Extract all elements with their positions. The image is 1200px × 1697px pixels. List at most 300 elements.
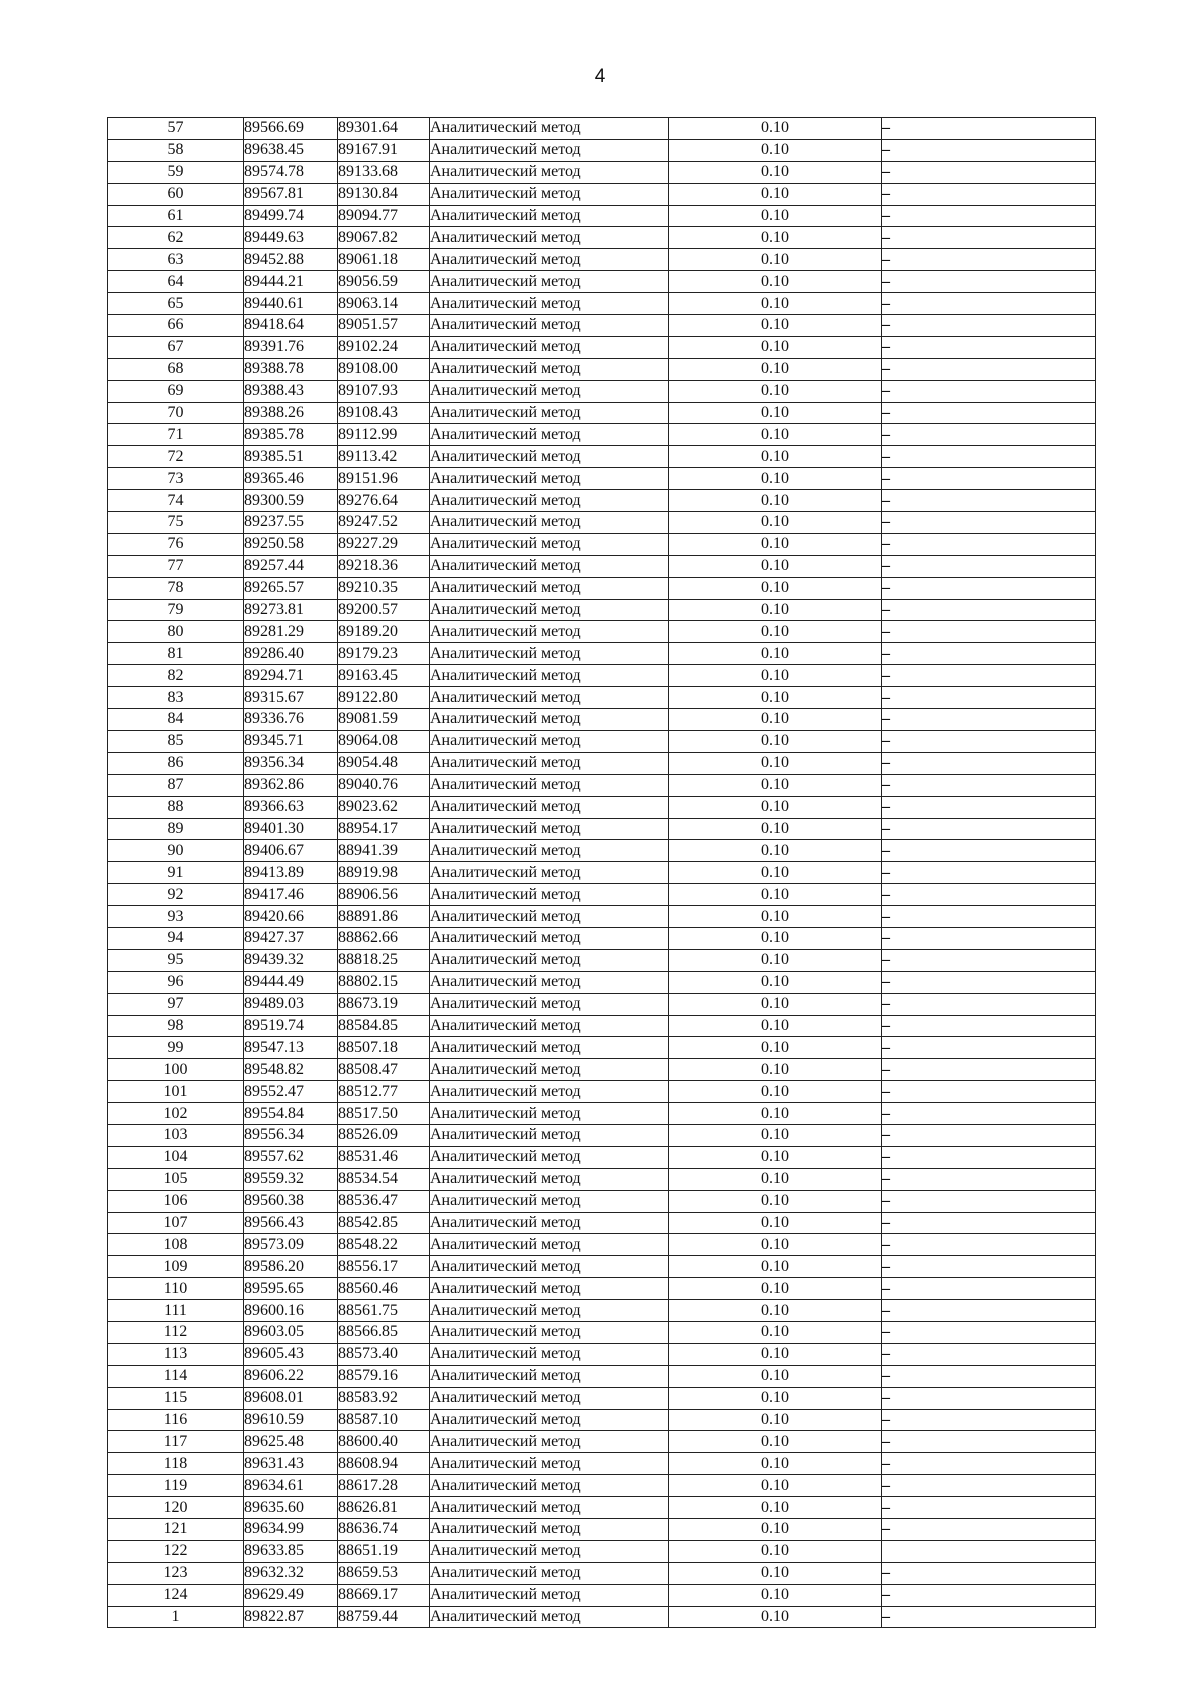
dash-cell: – <box>882 1409 1096 1431</box>
y-coordinate-cell: 89200.57 <box>338 599 430 621</box>
method-cell: Аналитический метод <box>430 818 669 840</box>
method-cell: Аналитический метод <box>430 1234 669 1256</box>
accuracy-cell: 0.10 <box>669 358 882 380</box>
accuracy-cell: 0.10 <box>669 971 882 993</box>
y-coordinate-cell: 89227.29 <box>338 533 430 555</box>
accuracy-cell: 0.10 <box>669 884 882 906</box>
accuracy-cell: 0.10 <box>669 1343 882 1365</box>
y-coordinate-cell: 88906.56 <box>338 884 430 906</box>
method-cell: Аналитический метод <box>430 139 669 161</box>
point-number-cell: 104 <box>108 1146 244 1168</box>
method-cell: Аналитический метод <box>430 1015 669 1037</box>
x-coordinate-cell: 89606.22 <box>244 1365 338 1387</box>
y-coordinate-cell: 88891.86 <box>338 906 430 928</box>
point-number-cell: 107 <box>108 1212 244 1234</box>
accuracy-cell: 0.10 <box>669 183 882 205</box>
method-cell: Аналитический метод <box>430 1146 669 1168</box>
accuracy-cell: 0.10 <box>669 1540 882 1562</box>
dash-cell: – <box>882 818 1096 840</box>
accuracy-cell: 0.10 <box>669 1431 882 1453</box>
method-cell: Аналитический метод <box>430 1103 669 1125</box>
method-cell: Аналитический метод <box>430 1409 669 1431</box>
x-coordinate-cell: 89605.43 <box>244 1343 338 1365</box>
point-number-cell: 1 <box>108 1606 244 1628</box>
dash-cell: – <box>882 884 1096 906</box>
accuracy-cell: 0.10 <box>669 227 882 249</box>
x-coordinate-cell: 89559.32 <box>244 1168 338 1190</box>
y-coordinate-cell: 88508.47 <box>338 1059 430 1081</box>
dash-cell: – <box>882 293 1096 315</box>
method-cell: Аналитический метод <box>430 1081 669 1103</box>
x-coordinate-cell: 89294.71 <box>244 665 338 687</box>
dash-cell: – <box>882 183 1096 205</box>
table-row <box>108 1540 1096 1562</box>
table-row <box>108 949 1096 971</box>
accuracy-cell: 0.10 <box>669 1015 882 1037</box>
table-row <box>108 1037 1096 1059</box>
dash-cell: – <box>882 687 1096 709</box>
x-coordinate-cell: 89388.78 <box>244 358 338 380</box>
table-row <box>108 993 1096 1015</box>
method-cell: Аналитический метод <box>430 1453 669 1475</box>
accuracy-cell: 0.10 <box>669 1497 882 1519</box>
x-coordinate-cell: 89610.59 <box>244 1409 338 1431</box>
y-coordinate-cell: 88802.15 <box>338 971 430 993</box>
point-number-cell: 80 <box>108 621 244 643</box>
method-cell: Аналитический метод <box>430 862 669 884</box>
table-row <box>108 533 1096 555</box>
method-cell: Аналитический метод <box>430 971 669 993</box>
table-row <box>108 1321 1096 1343</box>
y-coordinate-cell: 88517.50 <box>338 1103 430 1125</box>
method-cell: Аналитический метод <box>430 227 669 249</box>
table-row <box>108 183 1096 205</box>
dash-cell <box>882 1540 1096 1562</box>
dash-cell: – <box>882 927 1096 949</box>
y-coordinate-cell: 88919.98 <box>338 862 430 884</box>
table-row <box>108 927 1096 949</box>
dash-cell: – <box>882 1081 1096 1103</box>
accuracy-cell: 0.10 <box>669 906 882 928</box>
table-row <box>108 293 1096 315</box>
accuracy-cell: 0.10 <box>669 1124 882 1146</box>
dash-cell: – <box>882 446 1096 468</box>
point-number-cell: 59 <box>108 161 244 183</box>
accuracy-cell: 0.10 <box>669 752 882 774</box>
y-coordinate-cell: 89094.77 <box>338 205 430 227</box>
point-number-cell: 61 <box>108 205 244 227</box>
accuracy-cell: 0.10 <box>669 446 882 468</box>
x-coordinate-cell: 89600.16 <box>244 1300 338 1322</box>
x-coordinate-cell: 89822.87 <box>244 1606 338 1628</box>
method-cell: Аналитический метод <box>430 424 669 446</box>
y-coordinate-cell: 89067.82 <box>338 227 430 249</box>
x-coordinate-cell: 89574.78 <box>244 161 338 183</box>
table-row <box>108 446 1096 468</box>
x-coordinate-cell: 89625.48 <box>244 1431 338 1453</box>
accuracy-cell: 0.10 <box>669 862 882 884</box>
x-coordinate-cell: 89265.57 <box>244 577 338 599</box>
method-cell: Аналитический метод <box>430 1562 669 1584</box>
accuracy-cell: 0.10 <box>669 271 882 293</box>
dash-cell: – <box>882 577 1096 599</box>
method-cell: Аналитический метод <box>430 599 669 621</box>
table-row <box>108 1475 1096 1497</box>
point-number-cell: 99 <box>108 1037 244 1059</box>
method-cell: Аналитический метод <box>430 993 669 1015</box>
table-row <box>108 709 1096 731</box>
y-coordinate-cell: 88507.18 <box>338 1037 430 1059</box>
x-coordinate-cell: 89595.65 <box>244 1278 338 1300</box>
y-coordinate-cell: 88579.16 <box>338 1365 430 1387</box>
y-coordinate-cell: 89108.00 <box>338 358 430 380</box>
point-number-cell: 84 <box>108 709 244 731</box>
accuracy-cell: 0.10 <box>669 949 882 971</box>
accuracy-cell: 0.10 <box>669 512 882 534</box>
dash-cell: – <box>882 424 1096 446</box>
y-coordinate-cell: 88862.66 <box>338 927 430 949</box>
point-number-cell: 70 <box>108 402 244 424</box>
y-coordinate-cell: 89056.59 <box>338 271 430 293</box>
table-row <box>108 1234 1096 1256</box>
dash-cell: – <box>882 774 1096 796</box>
point-number-cell: 87 <box>108 774 244 796</box>
dash-cell: – <box>882 490 1096 512</box>
table-row <box>108 971 1096 993</box>
table-row <box>108 1124 1096 1146</box>
method-cell: Аналитический метод <box>430 906 669 928</box>
dash-cell: – <box>882 752 1096 774</box>
x-coordinate-cell: 89366.63 <box>244 796 338 818</box>
table-row <box>108 1190 1096 1212</box>
dash-cell: – <box>882 139 1096 161</box>
x-coordinate-cell: 89519.74 <box>244 1015 338 1037</box>
x-coordinate-cell: 89440.61 <box>244 293 338 315</box>
table-row <box>108 205 1096 227</box>
accuracy-cell: 0.10 <box>669 555 882 577</box>
y-coordinate-cell: 89112.99 <box>338 424 430 446</box>
accuracy-cell: 0.10 <box>669 490 882 512</box>
point-number-cell: 96 <box>108 971 244 993</box>
table-row <box>108 1606 1096 1628</box>
point-number-cell: 72 <box>108 446 244 468</box>
method-cell: Аналитический метод <box>430 402 669 424</box>
point-number-cell: 78 <box>108 577 244 599</box>
y-coordinate-cell: 89218.36 <box>338 555 430 577</box>
x-coordinate-cell: 89560.38 <box>244 1190 338 1212</box>
accuracy-cell: 0.10 <box>669 1256 882 1278</box>
table-row <box>108 1519 1096 1541</box>
x-coordinate-cell: 89439.32 <box>244 949 338 971</box>
point-number-cell: 94 <box>108 927 244 949</box>
x-coordinate-cell: 89566.69 <box>244 118 338 140</box>
method-cell: Аналитический метод <box>430 752 669 774</box>
method-cell: Аналитический метод <box>430 118 669 140</box>
method-cell: Аналитический метод <box>430 1475 669 1497</box>
accuracy-cell: 0.10 <box>669 293 882 315</box>
accuracy-cell: 0.10 <box>669 1212 882 1234</box>
method-cell: Аналитический метод <box>430 249 669 271</box>
accuracy-cell: 0.10 <box>669 1409 882 1431</box>
y-coordinate-cell: 89081.59 <box>338 709 430 731</box>
accuracy-cell: 0.10 <box>669 533 882 555</box>
point-number-cell: 111 <box>108 1300 244 1322</box>
page-number: 4 <box>594 66 606 87</box>
dash-cell: – <box>882 1146 1096 1168</box>
table-row <box>108 862 1096 884</box>
x-coordinate-cell: 89420.66 <box>244 906 338 928</box>
table-row <box>108 884 1096 906</box>
point-number-cell: 69 <box>108 380 244 402</box>
y-coordinate-cell: 89210.35 <box>338 577 430 599</box>
x-coordinate-cell: 89336.76 <box>244 709 338 731</box>
accuracy-cell: 0.10 <box>669 402 882 424</box>
accuracy-cell: 0.10 <box>669 621 882 643</box>
x-coordinate-cell: 89406.67 <box>244 840 338 862</box>
point-number-cell: 113 <box>108 1343 244 1365</box>
dash-cell: – <box>882 161 1096 183</box>
dash-cell: – <box>882 621 1096 643</box>
dash-cell: – <box>882 336 1096 358</box>
point-number-cell: 115 <box>108 1387 244 1409</box>
x-coordinate-cell: 89634.61 <box>244 1475 338 1497</box>
method-cell: Аналитический метод <box>430 884 669 906</box>
table-row <box>108 906 1096 928</box>
coordinates-table <box>107 117 1096 1628</box>
accuracy-cell: 0.10 <box>669 993 882 1015</box>
accuracy-cell: 0.10 <box>669 1475 882 1497</box>
accuracy-cell: 0.10 <box>669 1059 882 1081</box>
x-coordinate-cell: 89449.63 <box>244 227 338 249</box>
accuracy-cell: 0.10 <box>669 730 882 752</box>
x-coordinate-cell: 89608.01 <box>244 1387 338 1409</box>
table-row <box>108 468 1096 490</box>
table-row <box>108 1212 1096 1234</box>
accuracy-cell: 0.10 <box>669 468 882 490</box>
accuracy-cell: 0.10 <box>669 796 882 818</box>
x-coordinate-cell: 89388.26 <box>244 402 338 424</box>
point-number-cell: 124 <box>108 1584 244 1606</box>
accuracy-cell: 0.10 <box>669 1146 882 1168</box>
method-cell: Аналитический метод <box>430 949 669 971</box>
method-cell: Аналитический метод <box>430 774 669 796</box>
y-coordinate-cell: 88573.40 <box>338 1343 430 1365</box>
table-row <box>108 118 1096 140</box>
method-cell: Аналитический метод <box>430 1059 669 1081</box>
accuracy-cell: 0.10 <box>669 205 882 227</box>
table-row <box>108 1387 1096 1409</box>
y-coordinate-cell: 88583.92 <box>338 1387 430 1409</box>
point-number-cell: 118 <box>108 1453 244 1475</box>
accuracy-cell: 0.10 <box>669 1168 882 1190</box>
method-cell: Аналитический метод <box>430 468 669 490</box>
method-cell: Аналитический метод <box>430 1497 669 1519</box>
accuracy-cell: 0.10 <box>669 380 882 402</box>
method-cell: Аналитический метод <box>430 380 669 402</box>
method-cell: Аналитический метод <box>430 336 669 358</box>
method-cell: Аналитический метод <box>430 1431 669 1453</box>
accuracy-cell: 0.10 <box>669 1037 882 1059</box>
method-cell: Аналитический метод <box>430 643 669 665</box>
table-row <box>108 840 1096 862</box>
table-row <box>108 1343 1096 1365</box>
accuracy-cell: 0.10 <box>669 1234 882 1256</box>
point-number-cell: 114 <box>108 1365 244 1387</box>
accuracy-cell: 0.10 <box>669 1584 882 1606</box>
point-number-cell: 86 <box>108 752 244 774</box>
x-coordinate-cell: 89603.05 <box>244 1321 338 1343</box>
method-cell: Аналитический метод <box>430 293 669 315</box>
y-coordinate-cell: 88626.81 <box>338 1497 430 1519</box>
method-cell: Аналитический метод <box>430 730 669 752</box>
dash-cell: – <box>882 1168 1096 1190</box>
dash-cell: – <box>882 1343 1096 1365</box>
dash-cell: – <box>882 906 1096 928</box>
y-coordinate-cell: 88818.25 <box>338 949 430 971</box>
method-cell: Аналитический метод <box>430 315 669 337</box>
y-coordinate-cell: 88673.19 <box>338 993 430 1015</box>
x-coordinate-cell: 89631.43 <box>244 1453 338 1475</box>
x-coordinate-cell: 89638.45 <box>244 139 338 161</box>
method-cell: Аналитический метод <box>430 1343 669 1365</box>
point-number-cell: 79 <box>108 599 244 621</box>
method-cell: Аналитический метод <box>430 358 669 380</box>
y-coordinate-cell: 89167.91 <box>338 139 430 161</box>
method-cell: Аналитический метод <box>430 1584 669 1606</box>
dash-cell: – <box>882 1234 1096 1256</box>
accuracy-cell: 0.10 <box>669 1365 882 1387</box>
accuracy-cell: 0.10 <box>669 774 882 796</box>
table-row <box>108 402 1096 424</box>
accuracy-cell: 0.10 <box>669 118 882 140</box>
dash-cell: – <box>882 1365 1096 1387</box>
dash-cell: – <box>882 1584 1096 1606</box>
point-number-cell: 58 <box>108 139 244 161</box>
x-coordinate-cell: 89573.09 <box>244 1234 338 1256</box>
point-number-cell: 65 <box>108 293 244 315</box>
accuracy-cell: 0.10 <box>669 1321 882 1343</box>
accuracy-cell: 0.10 <box>669 1278 882 1300</box>
table-row <box>108 1584 1096 1606</box>
accuracy-cell: 0.10 <box>669 1190 882 1212</box>
y-coordinate-cell: 89247.52 <box>338 512 430 534</box>
accuracy-cell: 0.10 <box>669 1519 882 1541</box>
dash-cell: – <box>882 840 1096 862</box>
table-row <box>108 271 1096 293</box>
table-row <box>108 752 1096 774</box>
table-row <box>108 1562 1096 1584</box>
dash-cell: – <box>882 1015 1096 1037</box>
x-coordinate-cell: 89418.64 <box>244 315 338 337</box>
method-cell: Аналитический метод <box>430 533 669 555</box>
y-coordinate-cell: 89163.45 <box>338 665 430 687</box>
dash-cell: – <box>882 118 1096 140</box>
x-coordinate-cell: 89385.78 <box>244 424 338 446</box>
y-coordinate-cell: 88560.46 <box>338 1278 430 1300</box>
table-row <box>108 774 1096 796</box>
table-row <box>108 380 1096 402</box>
y-coordinate-cell: 88941.39 <box>338 840 430 862</box>
point-number-cell: 57 <box>108 118 244 140</box>
method-cell: Аналитический метод <box>430 1365 669 1387</box>
dash-cell: – <box>882 1453 1096 1475</box>
y-coordinate-cell: 89179.23 <box>338 643 430 665</box>
y-coordinate-cell: 88566.85 <box>338 1321 430 1343</box>
dash-cell: – <box>882 665 1096 687</box>
accuracy-cell: 0.10 <box>669 249 882 271</box>
table-row <box>108 358 1096 380</box>
x-coordinate-cell: 89286.40 <box>244 643 338 665</box>
method-cell: Аналитический метод <box>430 796 669 818</box>
dash-cell: – <box>882 1124 1096 1146</box>
x-coordinate-cell: 89281.29 <box>244 621 338 643</box>
table-row <box>108 1256 1096 1278</box>
dash-cell: – <box>882 315 1096 337</box>
y-coordinate-cell: 88512.77 <box>338 1081 430 1103</box>
method-cell: Аналитический метод <box>430 446 669 468</box>
method-cell: Аналитический метод <box>430 1212 669 1234</box>
dash-cell: – <box>882 1212 1096 1234</box>
x-coordinate-cell: 89635.60 <box>244 1497 338 1519</box>
x-coordinate-cell: 89452.88 <box>244 249 338 271</box>
y-coordinate-cell: 88617.28 <box>338 1475 430 1497</box>
dash-cell: – <box>882 862 1096 884</box>
method-cell: Аналитический метод <box>430 1168 669 1190</box>
y-coordinate-cell: 89040.76 <box>338 774 430 796</box>
table-row <box>108 424 1096 446</box>
table-row <box>108 599 1096 621</box>
point-number-cell: 67 <box>108 336 244 358</box>
x-coordinate-cell: 89300.59 <box>244 490 338 512</box>
table-row <box>108 796 1096 818</box>
x-coordinate-cell: 89365.46 <box>244 468 338 490</box>
accuracy-cell: 0.10 <box>669 315 882 337</box>
dash-cell: – <box>882 468 1096 490</box>
x-coordinate-cell: 89273.81 <box>244 599 338 621</box>
method-cell: Аналитический метод <box>430 1387 669 1409</box>
x-coordinate-cell: 89548.82 <box>244 1059 338 1081</box>
accuracy-cell: 0.10 <box>669 1081 882 1103</box>
accuracy-cell: 0.10 <box>669 139 882 161</box>
table-row <box>108 315 1096 337</box>
y-coordinate-cell: 88651.19 <box>338 1540 430 1562</box>
point-number-cell: 66 <box>108 315 244 337</box>
accuracy-cell: 0.10 <box>669 1562 882 1584</box>
y-coordinate-cell: 89063.14 <box>338 293 430 315</box>
y-coordinate-cell: 89113.42 <box>338 446 430 468</box>
table-row <box>108 1168 1096 1190</box>
y-coordinate-cell: 88536.47 <box>338 1190 430 1212</box>
point-number-cell: 120 <box>108 1497 244 1519</box>
point-number-cell: 71 <box>108 424 244 446</box>
point-number-cell: 74 <box>108 490 244 512</box>
point-number-cell: 109 <box>108 1256 244 1278</box>
accuracy-cell: 0.10 <box>669 599 882 621</box>
method-cell: Аналитический метод <box>430 161 669 183</box>
dash-cell: – <box>882 1562 1096 1584</box>
method-cell: Аналитический метод <box>430 1519 669 1541</box>
table-row <box>108 643 1096 665</box>
x-coordinate-cell: 89554.84 <box>244 1103 338 1125</box>
table-row <box>108 1059 1096 1081</box>
y-coordinate-cell: 88531.46 <box>338 1146 430 1168</box>
table-row <box>108 1365 1096 1387</box>
y-coordinate-cell: 88548.22 <box>338 1234 430 1256</box>
x-coordinate-cell: 89417.46 <box>244 884 338 906</box>
dash-cell: – <box>882 599 1096 621</box>
x-coordinate-cell: 89552.47 <box>244 1081 338 1103</box>
accuracy-cell: 0.10 <box>669 1453 882 1475</box>
